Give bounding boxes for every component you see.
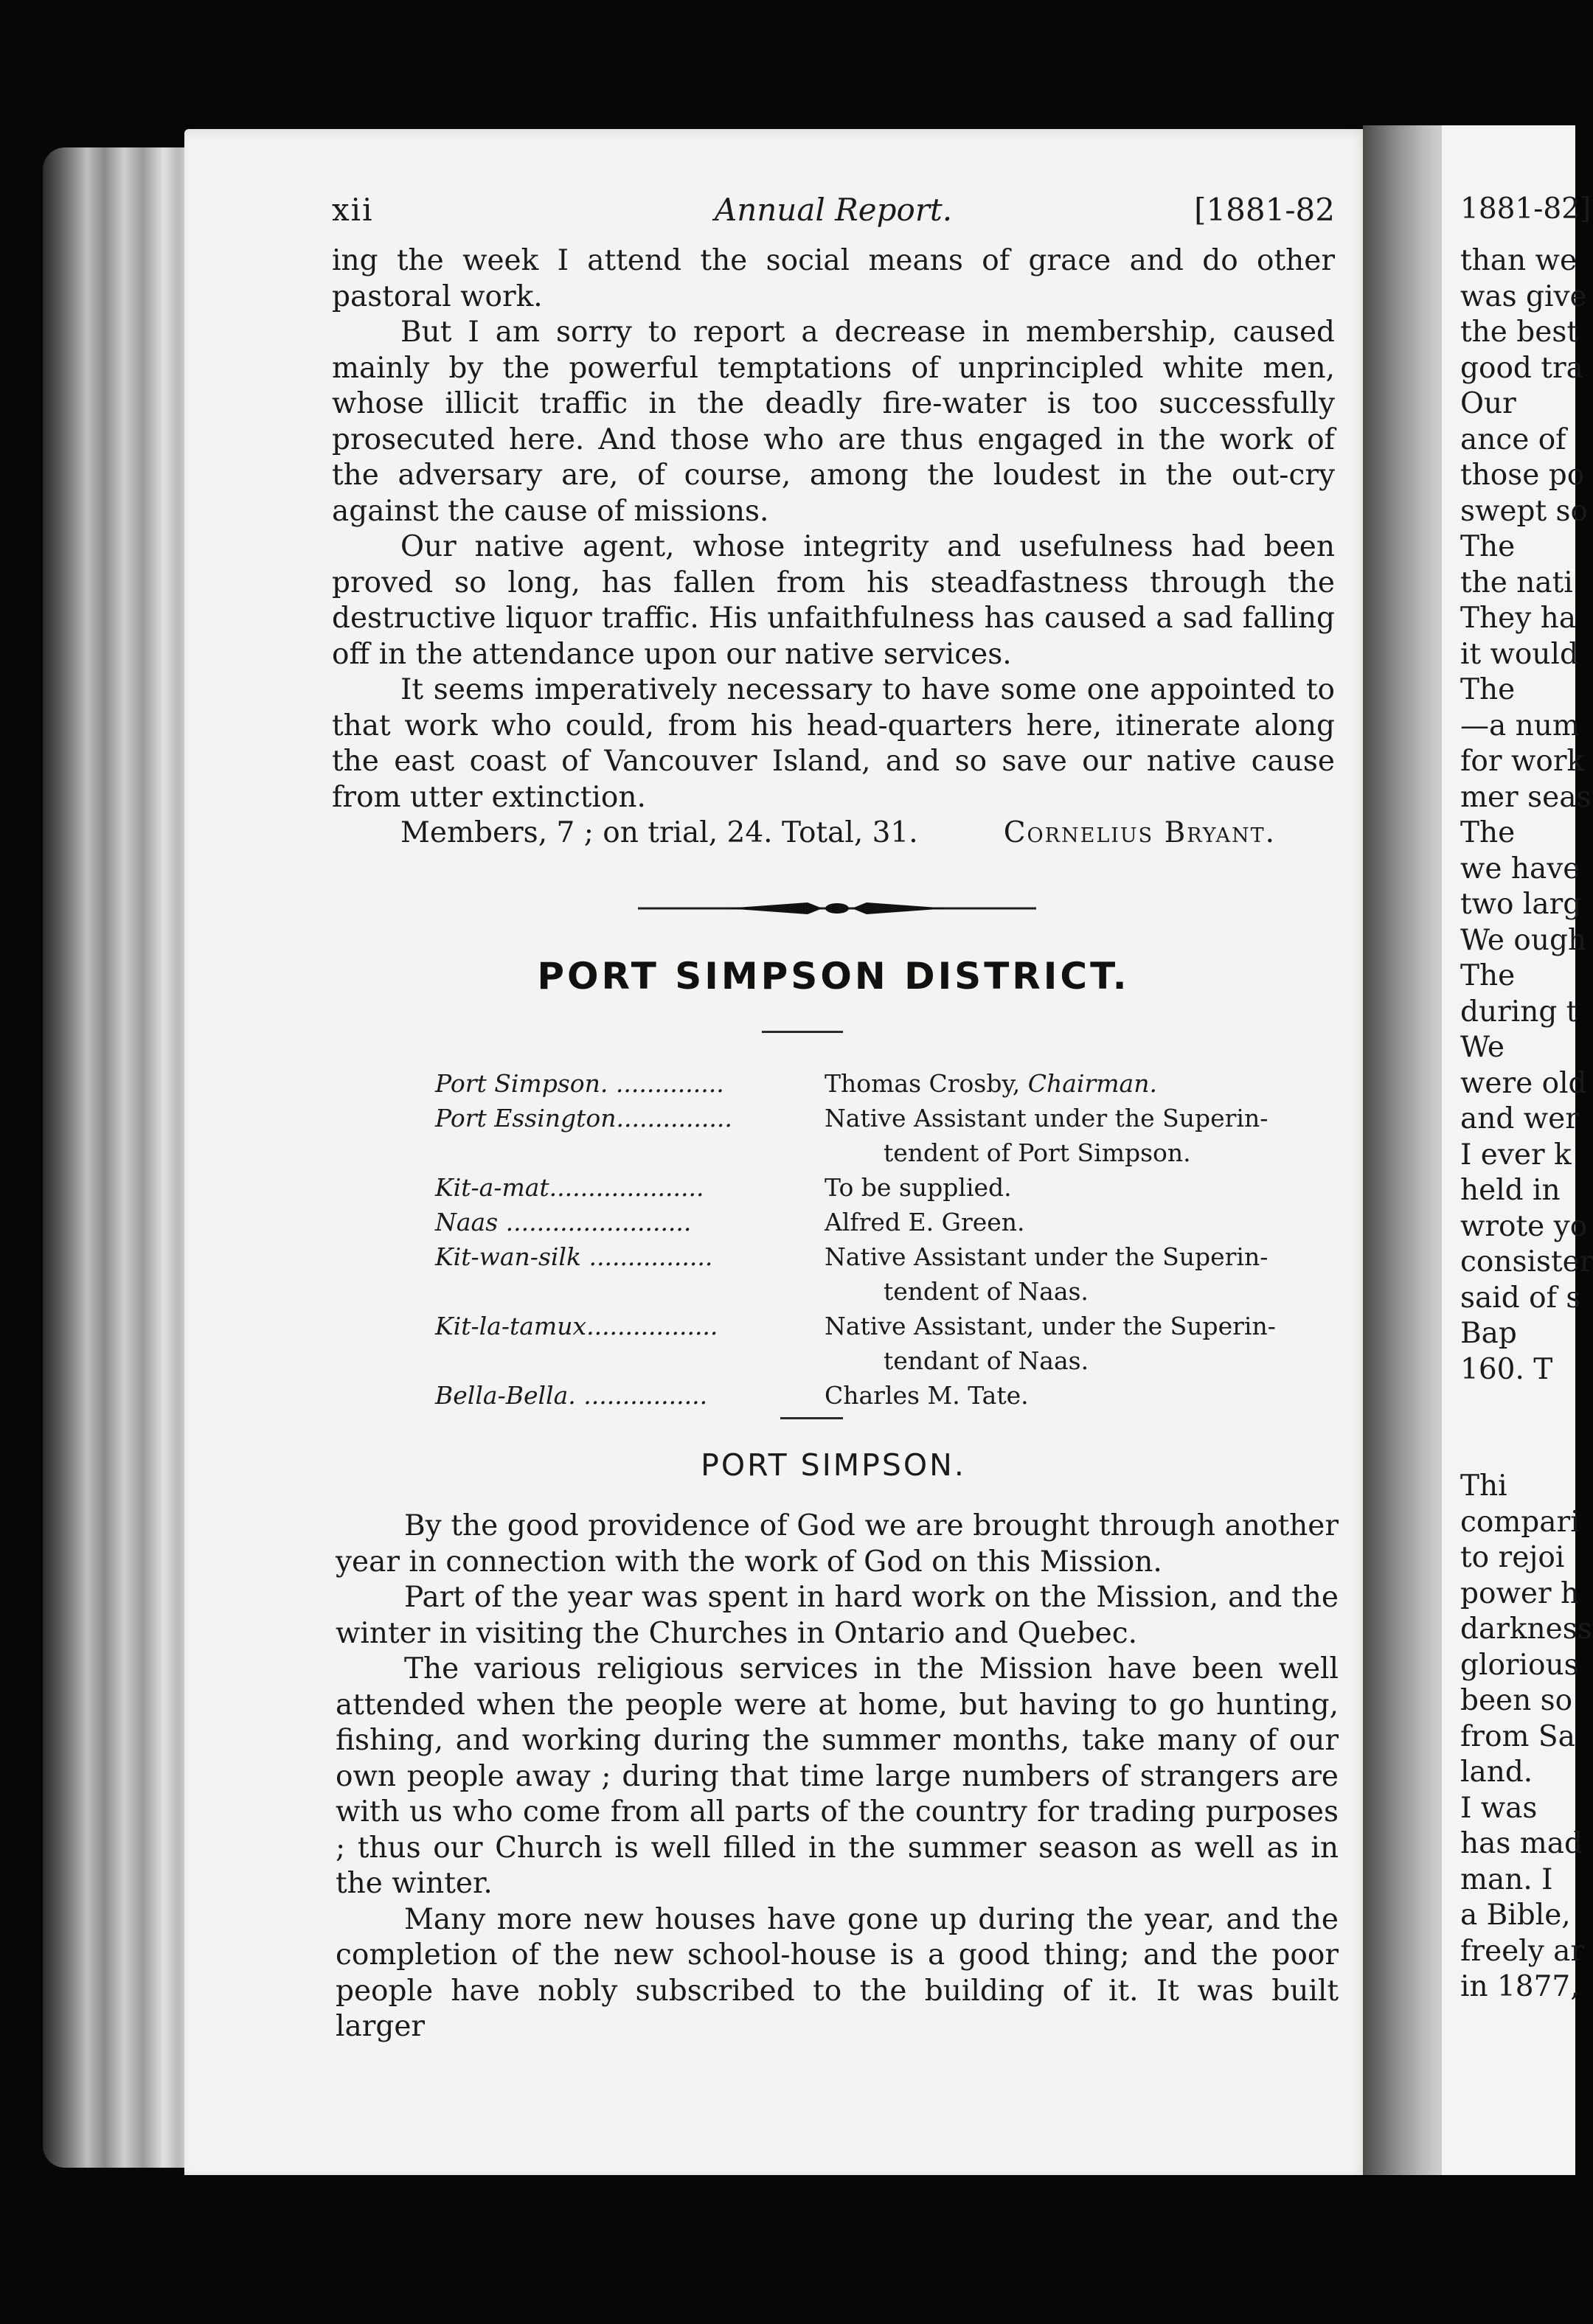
- right-page-line: has mad: [1460, 1827, 1583, 1860]
- right-page-line: swept so: [1460, 494, 1589, 528]
- appointment-place: Kit-wan-silk ................: [435, 1242, 713, 1271]
- appointment-continuation: tendent of Naas.: [884, 1277, 1089, 1306]
- right-page-line: freely ar: [1460, 1934, 1585, 1968]
- right-page-line: those po: [1460, 459, 1585, 492]
- right-page-line: glorious: [1460, 1648, 1579, 1682]
- title-rule: [762, 1031, 843, 1033]
- right-page-line: the nati: [1460, 566, 1573, 599]
- right-page-line: I was: [1460, 1791, 1538, 1825]
- membership-line: [332, 815, 1335, 852]
- appointment-person: Charles M. Tate.: [825, 1381, 1029, 1410]
- right-page-line: 160. T: [1460, 1352, 1553, 1386]
- appointment-place: Kit-la-tamux.................: [435, 1312, 718, 1340]
- appointment-place: Kit-a-mat....................: [435, 1173, 704, 1202]
- right-page-line: man. I: [1460, 1862, 1553, 1896]
- appointment-place: Port Simpson. ..............: [435, 1069, 724, 1098]
- right-page-line: were old: [1460, 1066, 1587, 1100]
- appointment-row: [435, 1378, 1350, 1413]
- right-page-line: —a num: [1460, 709, 1580, 742]
- appointment-continuation: tendant of Naas.: [884, 1346, 1089, 1375]
- right-page-line: we have: [1460, 852, 1580, 886]
- right-page-line: darkness: [1460, 1612, 1592, 1646]
- appointment-place: Port Essington...............: [435, 1104, 732, 1133]
- appointment-row: [435, 1205, 1350, 1239]
- district-title: PORT SIMPSON DISTRICT.: [537, 955, 1130, 998]
- book-gutter: [1363, 125, 1448, 2190]
- right-page-line: it would: [1460, 637, 1578, 671]
- right-page-line: to rejoi: [1460, 1541, 1565, 1574]
- right-page-line: than we: [1460, 244, 1578, 277]
- appointment-continuation: tendent of Port Simpson.: [884, 1138, 1191, 1167]
- right-page-line: Thi: [1460, 1469, 1507, 1503]
- paragraph: By the good providence of God we are brought through another year in connection with the work of God on this Mission.: [336, 1509, 1339, 1579]
- appointment-person: Native Assistant under the Superin-: [825, 1242, 1268, 1271]
- paragraph: ing the week I attend the social means of grace and do other pastoral work.: [332, 244, 1335, 313]
- page-number: xii: [332, 192, 374, 228]
- paragraph: But I am sorry to report a decrease in membership, caused mainly by the powerful temptations of unprincipled white men, whose illicit traffic in the deadly fire-water is too successfully prosecuted here. And those who are thus engaged in the work of the adversary are, of course, among the loudest in the out-cry against the cause of missions.: [332, 316, 1335, 528]
- paragraph: Part of the year was spent in hard work on the Mission, and the winter in visiting the Churches in Ontario and Quebec.: [336, 1581, 1339, 1650]
- right-page-line: the best: [1460, 316, 1578, 349]
- appointment-person: Native Assistant, under the Superin-: [825, 1312, 1276, 1340]
- right-page-line: We ough: [1460, 923, 1587, 957]
- right-page-text: [1460, 192, 1593, 2005]
- appointment-row: [435, 1309, 1350, 1378]
- appointment-person: To be supplied.: [825, 1173, 1012, 1202]
- port-simpson-report: [336, 1509, 1339, 2045]
- paragraph: It seems imperatively necessary to have some one appointed to that work who could, from his head-quarters here, itinerate along the east coast of Vancouver Island, and so save our native cause from utter extinction.: [332, 673, 1335, 814]
- appointment-person: Alfred E. Green.: [825, 1208, 1025, 1236]
- running-year: [1881-82: [1194, 192, 1335, 228]
- section-rule: [780, 1417, 843, 1419]
- right-page-line: Bap: [1460, 1317, 1517, 1350]
- signature: Cornelius Bryant.: [1003, 816, 1276, 849]
- right-page-line: The: [1460, 816, 1516, 849]
- running-header: [332, 192, 1335, 243]
- right-page-line: good tra: [1460, 351, 1583, 385]
- right-page-line: for work: [1460, 745, 1585, 778]
- running-title: Annual Report.: [714, 192, 953, 228]
- right-page-lines-top: [1460, 243, 1593, 1388]
- book-fore-edge: [43, 147, 190, 2168]
- right-page-line: The: [1460, 673, 1516, 706]
- right-page-line: power h: [1460, 1576, 1580, 1610]
- right-page-line: in 1877,: [1460, 1970, 1580, 2003]
- right-page-line: said of s: [1460, 1281, 1581, 1315]
- section-title: PORT SIMPSON.: [701, 1447, 966, 1483]
- ornament-divider: [638, 894, 1036, 923]
- appointment-role: Chairman.: [1027, 1069, 1157, 1098]
- paragraph: The various religious services in the Mission have been well attended when the people were at home, but having to go hunting, fishing, and working during the summer months, take many of our own people away ; during that time large numbers of strangers are with us who come from all parts of the country for trading purposes ; thus our Church is well filled in the summer season as well as in the winter.: [336, 1652, 1339, 1900]
- right-page-line: I ever k: [1460, 1138, 1572, 1172]
- right-page-line: The: [1460, 530, 1516, 563]
- appointment-place: Bella-Bella. ................: [435, 1381, 708, 1410]
- appointment-row: [435, 1066, 1350, 1101]
- membership-count: Members, 7 ; on trial, 24. Total, 31.: [400, 816, 918, 849]
- right-page-line: from Sa: [1460, 1719, 1575, 1753]
- background-shadow: [0, 2175, 1575, 2324]
- right-page-line: mer seas: [1460, 780, 1592, 814]
- appointment-place: Naas ........................: [435, 1208, 692, 1236]
- appointments-list: [435, 1066, 1350, 1413]
- appointment-person: Thomas Crosby,: [825, 1069, 1028, 1098]
- right-page-line: compari: [1460, 1505, 1580, 1539]
- right-page-line: held in: [1460, 1174, 1561, 1207]
- appointment-row: [435, 1170, 1350, 1205]
- right-page-line: We: [1460, 1031, 1504, 1064]
- right-page-line: a Bible,: [1460, 1899, 1571, 1932]
- right-page-line: ance of: [1460, 422, 1566, 456]
- right-page-line: was give: [1460, 279, 1587, 313]
- right-page-line: two larg: [1460, 888, 1582, 921]
- right-page-header: 1881-82]: [1460, 192, 1592, 226]
- appointment-row: [435, 1101, 1350, 1170]
- paragraph: Our native agent, whose integrity and usefulness had been proved so long, has fallen from his steadfastness through the destructive liquor traffic. His unfaithfulness has caused a sad falling off in the attendance upon our native services.: [332, 530, 1335, 671]
- right-page-line: consister: [1460, 1245, 1593, 1278]
- right-page-lines-bottom: [1460, 1469, 1592, 2005]
- appointment-person: Native Assistant under the Superin-: [825, 1104, 1268, 1133]
- right-page-line: Our: [1460, 387, 1516, 420]
- right-page-line: been so: [1460, 1684, 1573, 1717]
- paragraph: Many more new houses have gone up during the year, and the completion of the new school-house is a good thing; and the poor people have nobly subscribed to the building of it. It was built larger: [336, 1902, 1339, 2043]
- right-page-line: and wer: [1460, 1102, 1579, 1135]
- appointment-row: [435, 1239, 1350, 1309]
- left-page-content: [332, 192, 1335, 852]
- right-page-line: The: [1460, 959, 1516, 992]
- right-page-line: They ha: [1460, 602, 1577, 635]
- right-page-line: wrote yo: [1460, 1209, 1588, 1243]
- right-page-line: during t: [1460, 995, 1578, 1029]
- right-page-line: land.: [1460, 1756, 1533, 1789]
